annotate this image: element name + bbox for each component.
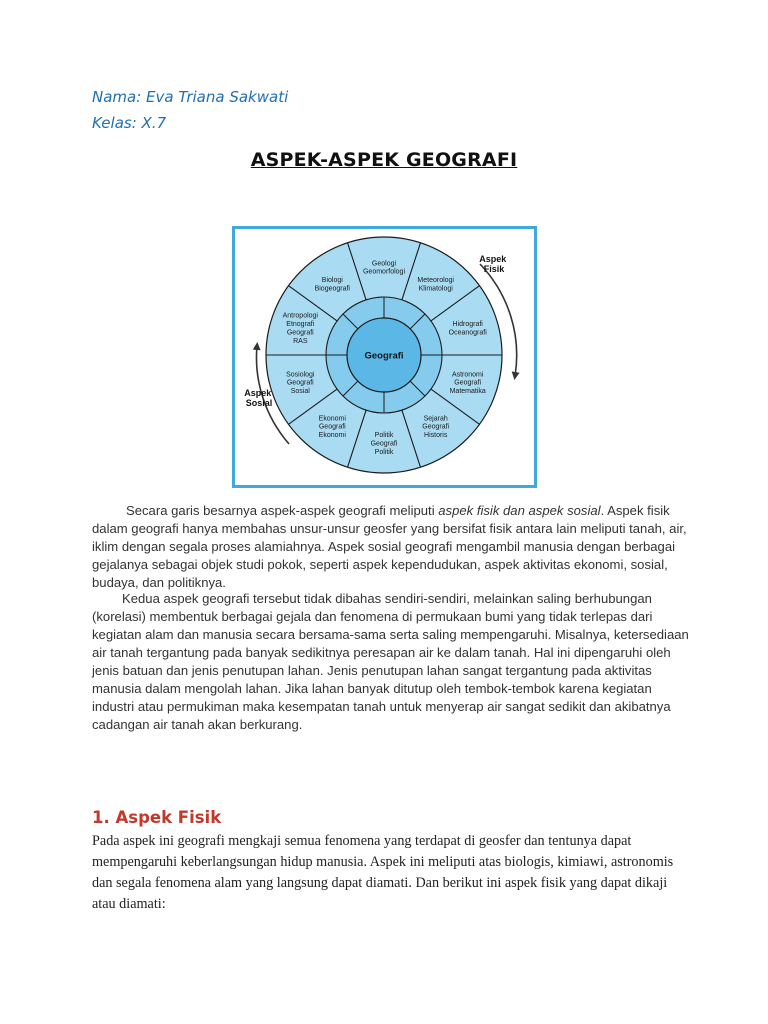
sector-label: Antropologi Etnografi Geografi RAS <box>282 312 319 345</box>
aspect-sosial-label: Aspek Sosial <box>244 388 273 408</box>
sector-label: Ekonomi Geografi Ekonomi <box>318 415 346 440</box>
sector-label: Geologi Geomorfologi <box>362 260 406 276</box>
center-label: Geografi <box>364 350 404 362</box>
section-body-aspek-fisik: Pada aspek ini geografi mengkaji semua fenomena yang terdapat di geosfer dan tentunya dapat mempengaruhi keberlangsungan hidup manusia. Aspek ini meliputi atas biologis, kimiawi, astronomis dan segala fenomena alam yang langsung dapat diamati. Dan berikut ini aspek fisik yang dapat dikaji atau diamati: <box>92 833 674 912</box>
aspect-fisik-label: Aspek Fisik <box>479 254 507 274</box>
intro-text-after: . Aspek fisik dalam geografi hanya membahas unsur-unsur geosfer yang bersifat fisik antara lain meliputi tanah, air, iklim dengan segala proses alamiahnya. Aspek sosial geografi mengambil manusia dengan berbagai gejalanya sebagai objek studi pokok, seperti aspek kependudukan, aspek aktivitas ekonomi, sosial, budaya, dan politiknya. <box>92 503 687 590</box>
diagram-sectors <box>266 237 502 473</box>
sector-label: Meteorologi Klimatologi <box>417 277 454 293</box>
intro-text-before: Secara garis besarnya aspek-aspek geografi meliputi <box>126 503 439 518</box>
sector-label: Biologi Biogeografi <box>314 277 351 293</box>
geography-aspects-diagram <box>232 226 537 488</box>
document-title: ASPEK-ASPEK GEOGRAFI <box>250 149 518 171</box>
correlation-text: Kedua aspek geografi tersebut tidak dibahas sendiri-sendiri, melainkan saling berhubungan (korelasi) membentuk berbagai gejala dan fenomena di permukaan bumi yang tidak terlepas dari kegiatan alam dan manusia secara bersama-sama serta saling mempengaruhi. Misalnya, ketersediaan air tanah tergantung pada banyak sedikitnya peresapan air ke dalam tanah. Hal ini dipengaruhi oleh jenis batuan dan jenis penutupan lahan. Jenis penutupan lahan sangat tergantung pada aktivitas manusia dalam mengolah lahan. Jika lahan banyak ditutup oleh tembok-tembok karena kegiatan industri atau permukiman maka kesempatan tanah untuk menyerap air sangat sedikit dan akibatnya cadangan air tanah akan berkurang. <box>92 591 689 732</box>
student-class: Kelas: X.7 <box>92 114 167 132</box>
sector-label: Politik Geografi Politik <box>370 432 398 456</box>
correlation-paragraph <box>92 590 692 734</box>
diagram-graphic <box>232 226 537 488</box>
section-heading-aspek-fisik: 1. Aspek Fisik <box>92 808 222 827</box>
intro-paragraph <box>92 502 692 592</box>
sector-label: Hidrografi Oceanografi <box>448 321 487 337</box>
intro-emphasis: aspek fisik dan aspek sosial <box>438 503 601 518</box>
sector-label: Astronomi Geografi Matematika <box>449 371 486 396</box>
sector-label: Sejarah Geografi Historis <box>422 415 450 440</box>
student-name: Nama: Eva Triana Sakwati <box>92 88 289 106</box>
sector-label: Sosiologi Geografi Sosial <box>286 371 315 396</box>
